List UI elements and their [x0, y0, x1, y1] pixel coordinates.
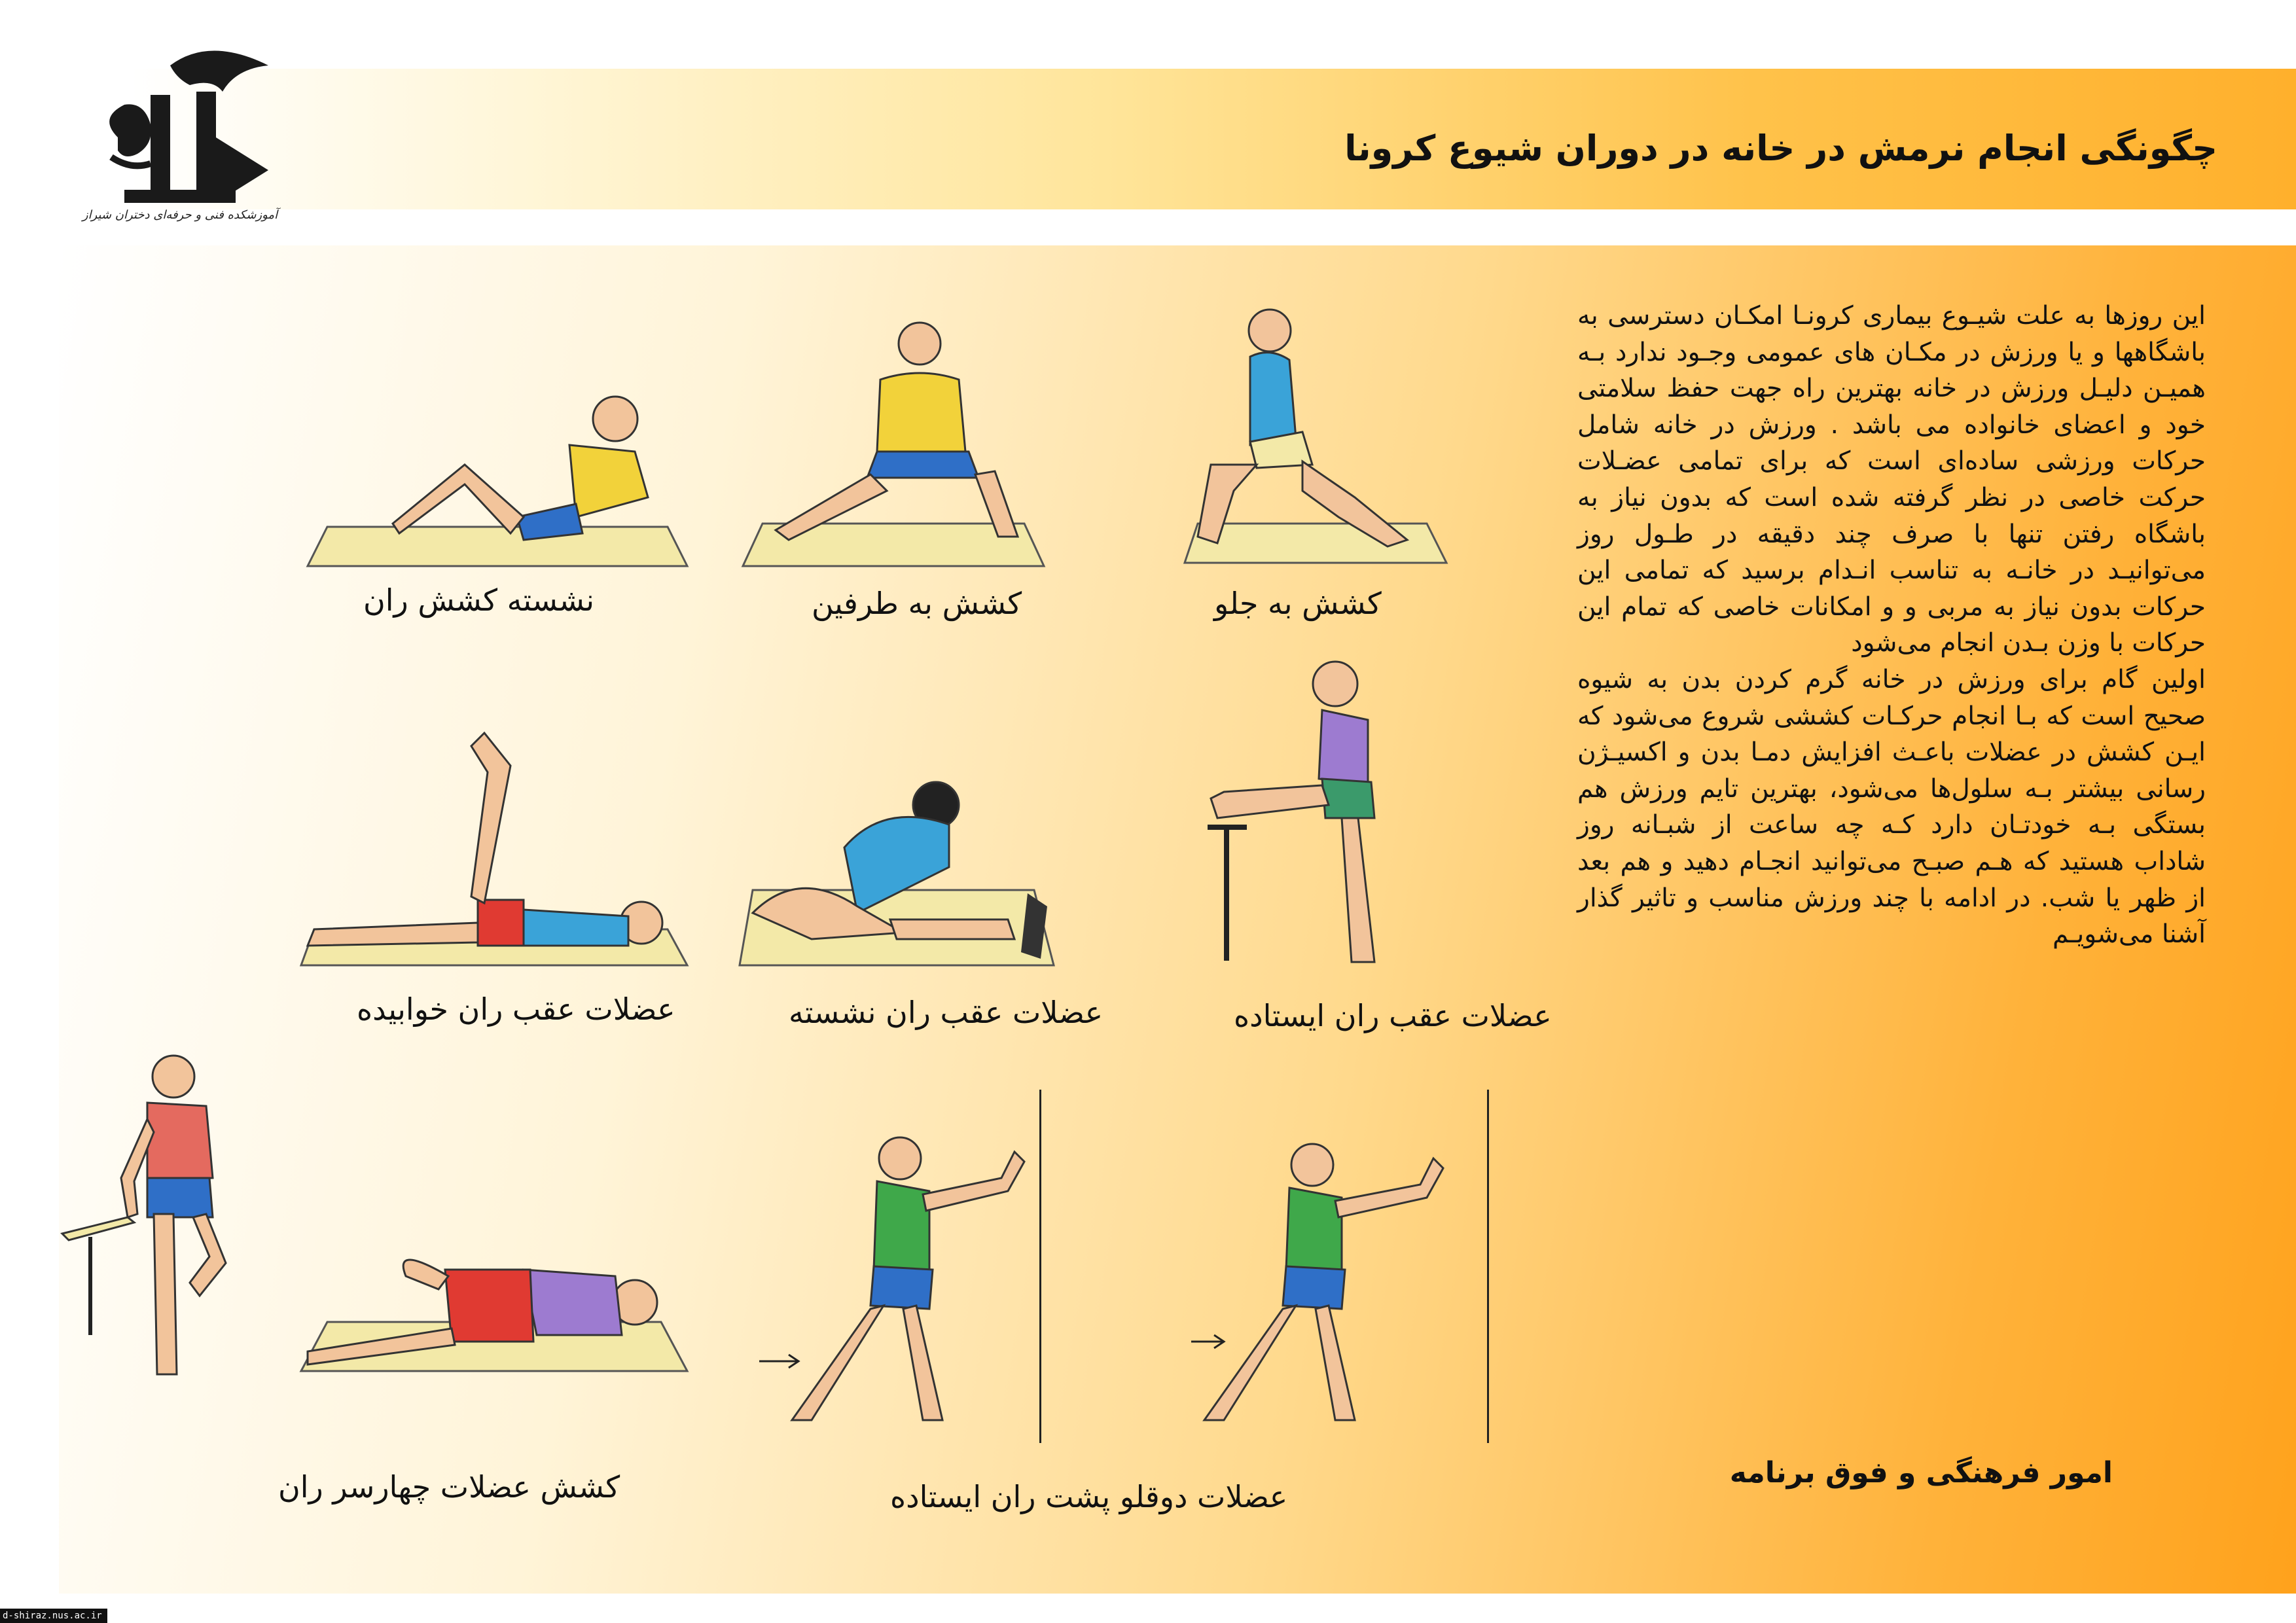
intro-paragraph-2: اولین گام برای ورزش در خانه گرم کردن بدن به شیوه صحیح است که بـا انجام حرکـات کششی شروع می‌شود که ایـن کشش در عضلات باعـث افزایش دمـا بدن و اکسیـژن رسانی بیشتر بـه سلول‌ها می‌شود، بهترین تایم ورزش هم بستگی بـه خودتـان دارد کـه چه ساعت از شبـانه روز شاداب هستید که هـم صبـح می‌توانید انجـام دهید و هم بعد از ظهر یا شب. در ادامه با چند ورزش مناسب و تاثیر گذار آشنا می‌شویـم: [1577, 664, 2206, 950]
calf-stretch-illustration-1: [1185, 1113, 1492, 1440]
quadriceps-lying-illustration: [288, 1230, 694, 1378]
quadriceps-standing-illustration: [56, 1047, 245, 1387]
caption-calf-stretch: عضلات دوقلو پشت ران ایستاده: [890, 1479, 1288, 1514]
exercise-lying-hamstring: [288, 726, 694, 969]
exercise-calf-stretch-1: [1185, 1113, 1492, 1440]
standing-hamstring-illustration: [1204, 654, 1453, 975]
seated-thigh-illustration: [301, 386, 694, 576]
wall-line-2: [1039, 1090, 1041, 1443]
caption-lying-hamstring: عضلات عقب ران خوابیده: [357, 991, 675, 1027]
exercise-quadriceps-lying: [288, 1230, 694, 1378]
logo-caption: آموزشکده فنی و حرفه‌ای دختران شیراز: [82, 208, 278, 222]
caption-forward-stretch: کشش به جلو: [1214, 586, 1382, 621]
side-stretch-illustration: [736, 314, 1050, 576]
seated-hamstring-illustration: [733, 776, 1060, 972]
caption-standing-hamstring: عضلات عقب ران ایستاده: [1234, 998, 1552, 1033]
exercise-forward-stretch: [1172, 301, 1460, 576]
corner-tag: d-shiraz.nus.ac.ir: [0, 1609, 107, 1623]
exercise-standing-hamstring: [1204, 654, 1453, 975]
calf-stretch-illustration-2: [759, 1113, 1054, 1440]
exercise-side-stretch: [736, 314, 1050, 576]
page-title: چگونگی انجام نرمش در خانه در دوران شیوع کرونا: [1344, 128, 2217, 169]
exercise-seated-hamstring: [733, 776, 1060, 972]
forward-stretch-illustration: [1172, 301, 1460, 576]
intro-paragraph-1: این روزها به علت شیـوع بیماری کرونـا امکـان دسترسی به باشگاهها و یا ورزش در مکـان های عمومی وجـود ندارد بـه همیـن دلیـل ورزش در خانه بهترین راه جهت حفظ سلامتی خود و اعضای خانواده می باشد . ورزش در خانه شامل حرکات ورزشی ساده‌ای است که برای تمامی عضـلات حرکت خاصی در نظر گرفته شده است که بدون نیاز به باشگاه رفتن تنها با صرف چند دقیقه در طـول روز می‌توانیـد در خانـه به تناسب انـدام برسید که تمامی این حرکات بدون نیاز به مربی و و امکانات خاصی که تمام این حرکات با وزن بـدن انجام می‌شود: [1577, 301, 2206, 658]
exercise-calf-stretch-2: [759, 1113, 1054, 1440]
exercise-quadriceps-standing: [56, 1047, 245, 1387]
caption-seated-hamstring: عضلات عقب ران نشسته: [789, 995, 1103, 1030]
caption-quadriceps: کشش عضلات چهارسر ران: [278, 1469, 620, 1505]
school-logo: [72, 39, 281, 236]
lying-hamstring-illustration: [288, 726, 694, 969]
organization-label: امور فرهنگی و فوق برنامه: [1729, 1456, 2113, 1489]
exercise-seated-thigh: [301, 386, 694, 576]
intro-text: [1577, 298, 2206, 953]
caption-side-stretch: کشش به طرفین: [812, 586, 1022, 621]
wall-line-1: [1487, 1090, 1489, 1443]
caption-seated-thigh: نشسته کشش ران: [363, 582, 595, 618]
